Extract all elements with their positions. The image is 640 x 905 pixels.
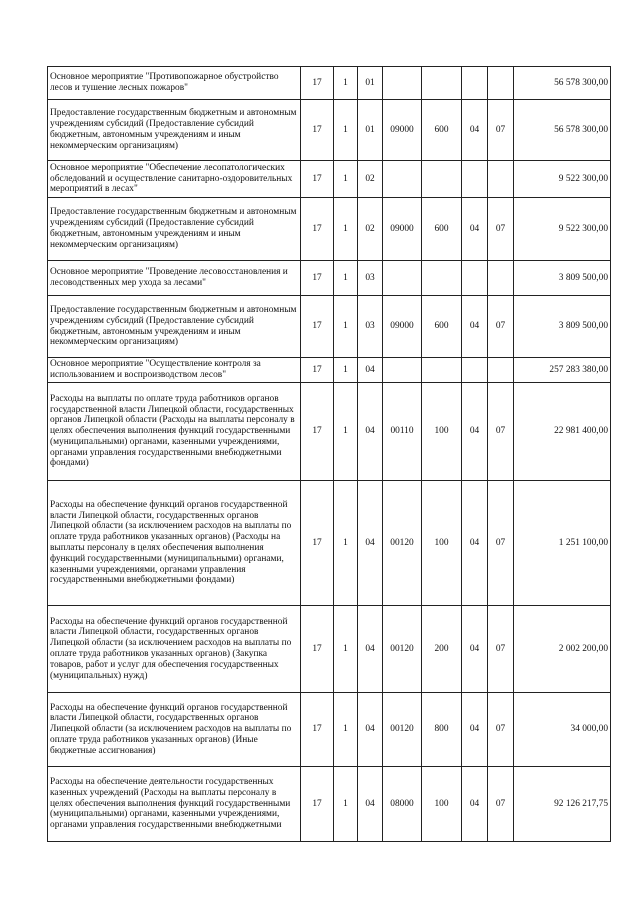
cell-code-7 — [488, 261, 514, 296]
cell-code-4: 09000 — [383, 100, 422, 161]
table-row — [48, 606, 611, 693]
cell-code-3: 01 — [358, 100, 383, 161]
budget-table — [47, 66, 611, 842]
cell-code-4 — [383, 261, 422, 296]
cell-code-1: 17 — [301, 296, 334, 358]
table-row — [48, 296, 611, 358]
cell-code-1: 17 — [301, 261, 334, 296]
cell-code-5: 100 — [422, 767, 462, 842]
cell-amount: 92 126 217,75 — [514, 767, 611, 842]
cell-code-3: 02 — [358, 161, 383, 198]
cell-code-4: 00110 — [383, 383, 422, 481]
cell-code-2: 1 — [334, 67, 358, 100]
row-name: Предоставление государственным бюджетным и автономным учреждениям субсидий (Предоставление субсидий бюджетным, автономным учреждениям и иным некоммерческим организациям) — [48, 198, 301, 261]
cell-code-6 — [462, 67, 488, 100]
cell-amount: 9 522 300,00 — [514, 161, 611, 198]
table-row — [48, 693, 611, 767]
row-name: Расходы на обеспечение функций органов государственной власти Липецкой области, государственных органов Липецкой области (за исключением расходов на выплаты по оплате труда работников указанных органов) (Закупка товаров, работ и услуг для обеспечения государственных (муниципальных) нужд) — [48, 606, 301, 693]
cell-code-6 — [462, 358, 488, 383]
cell-code-7: 07 — [488, 693, 514, 767]
cell-code-3: 04 — [358, 693, 383, 767]
cell-code-3: 01 — [358, 67, 383, 100]
cell-code-5 — [422, 161, 462, 198]
cell-code-2: 1 — [334, 606, 358, 693]
cell-code-6: 04 — [462, 100, 488, 161]
cell-code-2: 1 — [334, 693, 358, 767]
cell-code-4: 00120 — [383, 693, 422, 767]
cell-code-2: 1 — [334, 198, 358, 261]
cell-amount: 56 578 300,00 — [514, 100, 611, 161]
cell-code-2: 1 — [334, 100, 358, 161]
cell-code-2: 1 — [334, 161, 358, 198]
cell-code-7 — [488, 358, 514, 383]
cell-code-1: 17 — [301, 767, 334, 842]
cell-code-5: 200 — [422, 606, 462, 693]
cell-code-4: 00120 — [383, 606, 422, 693]
cell-code-3: 03 — [358, 261, 383, 296]
cell-code-1: 17 — [301, 606, 334, 693]
cell-code-6: 04 — [462, 693, 488, 767]
cell-amount: 3 809 500,00 — [514, 261, 611, 296]
cell-code-5: 100 — [422, 481, 462, 606]
row-name: Расходы на обеспечение функций органов государственной власти Липецкой области, государственных органов Липецкой области (за исключением расходов на выплаты по оплате труда работников указанных органов) (Иные бюджетные ассигнования) — [48, 693, 301, 767]
cell-code-3: 04 — [358, 767, 383, 842]
row-name: Расходы на обеспечение функций органов государственной власти Липецкой области, государственных органов Липецкой области (за исключением расходов на выплаты по оплате труда работников указанных органов) (Расходы на выплаты персоналу в целях обеспечения выполнения функций государственными (муниципальными) органами, казенными учреждениями, органами управления государственными внебюджетными фондами) — [48, 481, 301, 606]
table-row — [48, 100, 611, 161]
cell-code-1: 17 — [301, 481, 334, 606]
cell-code-3: 02 — [358, 198, 383, 261]
cell-code-6: 04 — [462, 481, 488, 606]
cell-code-1: 17 — [301, 161, 334, 198]
cell-code-6: 04 — [462, 198, 488, 261]
cell-code-7: 07 — [488, 100, 514, 161]
table-row — [48, 383, 611, 481]
table-row — [48, 198, 611, 261]
cell-code-1: 17 — [301, 383, 334, 481]
cell-code-2: 1 — [334, 481, 358, 606]
cell-amount: 2 002 200,00 — [514, 606, 611, 693]
cell-code-4 — [383, 67, 422, 100]
cell-code-7 — [488, 67, 514, 100]
cell-code-5 — [422, 67, 462, 100]
cell-code-1: 17 — [301, 67, 334, 100]
cell-code-3: 04 — [358, 481, 383, 606]
cell-code-6: 04 — [462, 606, 488, 693]
cell-code-2: 1 — [334, 296, 358, 358]
cell-code-7: 07 — [488, 383, 514, 481]
table-row — [48, 358, 611, 383]
row-name: Расходы на выплаты по оплате труда работников органов государственной власти Липецкой области, государственных органов Липецкой области (Расходы на выплаты персоналу в целях обеспечения выполнения функций государственными (муниципальными) органами, казенными учреждениями, органами управления государственными внебюджетными фондами) — [48, 383, 301, 481]
row-name: Основное мероприятие "Осуществление контроля за использованием и воспроизводством лесов" — [48, 358, 301, 383]
cell-code-5: 600 — [422, 198, 462, 261]
cell-code-4: 08000 — [383, 767, 422, 842]
cell-code-7: 07 — [488, 198, 514, 261]
cell-code-3: 03 — [358, 296, 383, 358]
table-row — [48, 261, 611, 296]
table-row — [48, 161, 611, 198]
table-row — [48, 767, 611, 842]
cell-code-1: 17 — [301, 358, 334, 383]
cell-code-4: 09000 — [383, 198, 422, 261]
cell-code-1: 17 — [301, 100, 334, 161]
cell-code-5 — [422, 261, 462, 296]
row-name: Расходы на обеспечение деятельности государственных казенных учреждений (Расходы на выплаты персоналу в целях обеспечения выполнения функций государственными (муниципальными) органами, казенными учреждениями, органами управления государственными внебюджетными — [48, 767, 301, 842]
cell-amount: 56 578 300,00 — [514, 67, 611, 100]
cell-code-5: 800 — [422, 693, 462, 767]
cell-amount: 1 251 100,00 — [514, 481, 611, 606]
cell-amount: 3 809 500,00 — [514, 296, 611, 358]
cell-code-7 — [488, 161, 514, 198]
cell-code-7: 07 — [488, 767, 514, 842]
cell-code-2: 1 — [334, 358, 358, 383]
cell-code-5 — [422, 358, 462, 383]
cell-code-2: 1 — [334, 383, 358, 481]
cell-code-3: 04 — [358, 358, 383, 383]
table-row — [48, 67, 611, 100]
cell-code-7: 07 — [488, 606, 514, 693]
cell-code-2: 1 — [334, 261, 358, 296]
cell-code-4 — [383, 161, 422, 198]
cell-code-1: 17 — [301, 198, 334, 261]
row-name: Предоставление государственным бюджетным и автономным учреждениям субсидий (Предоставление субсидий бюджетным, автономным учреждениям и иным некоммерческим организациям) — [48, 100, 301, 161]
cell-code-7: 07 — [488, 296, 514, 358]
cell-amount: 257 283 380,00 — [514, 358, 611, 383]
cell-code-7: 07 — [488, 481, 514, 606]
row-name: Основное мероприятие "Обеспечение лесопатологических обследований и осуществление санитарно-оздоровительных мероприятий в лесах" — [48, 161, 301, 198]
cell-code-6: 04 — [462, 383, 488, 481]
cell-code-1: 17 — [301, 693, 334, 767]
cell-amount: 34 000,00 — [514, 693, 611, 767]
cell-code-4: 00120 — [383, 481, 422, 606]
cell-code-6 — [462, 261, 488, 296]
cell-code-2: 1 — [334, 767, 358, 842]
cell-code-5: 100 — [422, 383, 462, 481]
cell-code-4: 09000 — [383, 296, 422, 358]
cell-code-3: 04 — [358, 383, 383, 481]
row-name: Предоставление государственным бюджетным и автономным учреждениям субсидий (Предоставление субсидий бюджетным, автономным учреждениям и иным некоммерческим организациям) — [48, 296, 301, 358]
cell-code-6: 04 — [462, 296, 488, 358]
cell-code-4 — [383, 358, 422, 383]
cell-amount: 9 522 300,00 — [514, 198, 611, 261]
cell-code-5: 600 — [422, 296, 462, 358]
cell-code-6: 04 — [462, 767, 488, 842]
cell-code-5: 600 — [422, 100, 462, 161]
table-row — [48, 481, 611, 606]
cell-code-6 — [462, 161, 488, 198]
cell-code-3: 04 — [358, 606, 383, 693]
cell-amount: 22 981 400,00 — [514, 383, 611, 481]
row-name: Основное мероприятие "Противопожарное обустройство лесов и тушение лесных пожаров" — [48, 67, 301, 100]
row-name: Основное мероприятие "Проведение лесовосстановления и лесоводственных мер ухода за лесами" — [48, 261, 301, 296]
